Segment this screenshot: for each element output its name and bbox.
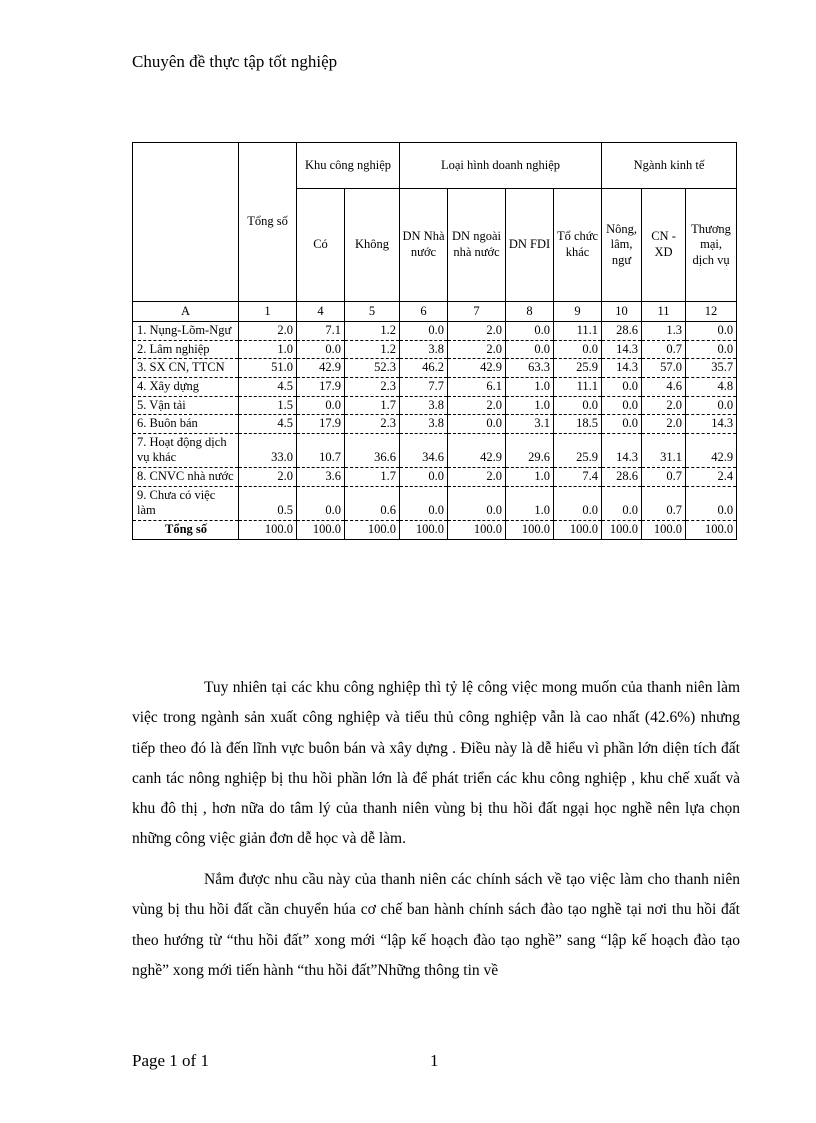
table-cell: 100.0 (686, 520, 737, 539)
table-row (133, 359, 737, 378)
table-cell: 1.0 (506, 377, 554, 396)
row-label: 3. SX CN, TTCN (133, 359, 239, 378)
table-cell: 0.0 (297, 396, 345, 415)
header-loai-hinh-doanh-nghiep: Loại hình doanh nghiệp (400, 143, 602, 189)
table-cell: 17.9 (297, 415, 345, 434)
table-cell: 2.3 (345, 377, 400, 396)
table-cell: 100.0 (602, 520, 642, 539)
table-cell: 42.9 (297, 359, 345, 378)
column-number: 7 (448, 302, 506, 322)
table-cell: 0.0 (297, 340, 345, 359)
table-cell: 1.3 (642, 322, 686, 341)
table-cell: 0.7 (642, 486, 686, 520)
table-cell: 0.0 (554, 340, 602, 359)
row-label: 9. Chưa có việc làm (133, 486, 239, 520)
table-row (133, 396, 737, 415)
table-row (133, 415, 737, 434)
header-khu-cong-nghiep: Khu công nghiệp (297, 143, 400, 189)
table-cell: 1.2 (345, 322, 400, 341)
table-cell: 2.3 (345, 415, 400, 434)
row-label: Tổng số (133, 520, 239, 539)
table-cell: 0.0 (506, 340, 554, 359)
column-number: 11 (642, 302, 686, 322)
table-cell: 36.6 (345, 433, 400, 467)
row-label: 7. Hoạt động dịch vụ khác (133, 433, 239, 467)
table-cell: 0.0 (686, 340, 737, 359)
table-cell: 1.2 (345, 340, 400, 359)
table-cell: 0.0 (602, 377, 642, 396)
column-number-row (133, 302, 737, 322)
table-cell: 4.5 (239, 415, 297, 434)
column-number: 8 (506, 302, 554, 322)
table-cell: 1.7 (345, 396, 400, 415)
row-label: 6. Buôn bán (133, 415, 239, 434)
table-cell: 100.0 (400, 520, 448, 539)
table-cell: 11.1 (554, 322, 602, 341)
table-cell: 46.2 (400, 359, 448, 378)
document-header: Chuyên đề thực tập tốt nghiệp (132, 52, 338, 71)
column-number: 1 (239, 302, 297, 322)
subheader: Nông, lâm, ngư (602, 189, 642, 302)
subheader: DN FDI (506, 189, 554, 302)
table-cell: 0.0 (448, 486, 506, 520)
subheader: Có (297, 189, 345, 302)
table-cell: 0.0 (400, 322, 448, 341)
table-cell: 1.7 (345, 468, 400, 487)
table-cell: 7.7 (400, 377, 448, 396)
table-cell: 2.0 (642, 415, 686, 434)
table-cell: 0.5 (239, 486, 297, 520)
subheader: DN Nhà nước (400, 189, 448, 302)
table-cell: 2.0 (239, 468, 297, 487)
table-cell: 0.0 (602, 396, 642, 415)
paragraph-1 (132, 673, 740, 855)
table-cell: 100.0 (554, 520, 602, 539)
table-row (133, 433, 737, 467)
table-cell: 0.0 (506, 322, 554, 341)
column-number: 10 (602, 302, 642, 322)
table-cell: 3.8 (400, 396, 448, 415)
table-cell: 63.3 (506, 359, 554, 378)
row-label: 2. Lâm nghiệp (133, 340, 239, 359)
column-number: 4 (297, 302, 345, 322)
table-cell: 17.9 (297, 377, 345, 396)
table-cell: 33.0 (239, 433, 297, 467)
table-cell: 2.4 (686, 468, 737, 487)
table-cell: 0.0 (400, 468, 448, 487)
subheader: CN - XD (642, 189, 686, 302)
table-cell: 0.0 (554, 396, 602, 415)
table-row (133, 322, 737, 341)
table-row (133, 377, 737, 396)
table-cell: 35.7 (686, 359, 737, 378)
table-row (133, 468, 737, 487)
table-cell: 7.4 (554, 468, 602, 487)
table-cell: 14.3 (602, 340, 642, 359)
table-cell: 42.9 (448, 359, 506, 378)
table-cell: 7.1 (297, 322, 345, 341)
table-cell: 2.0 (448, 322, 506, 341)
table-cell: 3.8 (400, 415, 448, 434)
table-cell: 3.8 (400, 340, 448, 359)
table-cell: 2.0 (239, 322, 297, 341)
row-label: 4. Xây dựng (133, 377, 239, 396)
table-row (133, 486, 737, 520)
table-cell: 14.3 (686, 415, 737, 434)
table-cell: 1.0 (506, 468, 554, 487)
table-cell: 18.5 (554, 415, 602, 434)
footer-page-number: 1 (430, 1051, 439, 1070)
table-cell: 10.7 (297, 433, 345, 467)
subheader: DN ngoài nhà nước (448, 189, 506, 302)
table-cell: 0.6 (345, 486, 400, 520)
table-cell: 4.8 (686, 377, 737, 396)
table-cell: 11.1 (554, 377, 602, 396)
table-cell: 52.3 (345, 359, 400, 378)
table-cell: 1.0 (506, 396, 554, 415)
table-cell: 29.6 (506, 433, 554, 467)
table-cell: 2.0 (642, 396, 686, 415)
table-cell: 14.3 (602, 359, 642, 378)
column-number: 9 (554, 302, 602, 322)
table-cell: 42.9 (448, 433, 506, 467)
table-cell: 100.0 (642, 520, 686, 539)
column-number: 6 (400, 302, 448, 322)
subheader: Không (345, 189, 400, 302)
paragraph-text: Nắm được nhu cầu này của thanh niên các chính sách về tạo việc làm cho thanh niên vùng bị thu hồi đất cần chuyển húa cơ chế ban hành chính sách đào tạo nghề tại nơi thu hồi đất theo hướng từ “thu hồi đất” xong mới “lập kế hoạch đào tạo nghề” sang “lập kế hoạch đào tạo nghề” xong mới tiến hành “thu hồi đất”Những thông tin về (132, 871, 740, 979)
table-cell: 2.0 (448, 396, 506, 415)
column-number: A (133, 302, 239, 322)
header-tong-so: Tổng số (239, 143, 297, 302)
table-cell: 4.6 (642, 377, 686, 396)
employment-table (132, 142, 737, 540)
table-row (133, 340, 737, 359)
table-cell: 25.9 (554, 433, 602, 467)
row-label: 1. Nụng-Lõm-Ngư (133, 322, 239, 341)
table-cell: 0.0 (400, 486, 448, 520)
paragraph-text: Tuy nhiên tại các khu công nghiệp thì tỷ lệ công việc mong muốn của thanh niên làm việc trong ngành sản xuất công nghiệp và tiểu thủ công nghiệp vẫn là cao nhất (42.6%) nhưng tiếp theo đó là đến lĩnh vực buôn bán và xây dựng . Điều này là dễ hiểu vì phần lớn diện tích đất canh tác nông nghiệp bị thu hồi phần lớn là để phát triển các khu công nghiệp , khu chế xuất và khu đô thị , hơn nữa do tâm lý của thanh niên vùng bị thu hồi đất ngại học nghề nên lựa chọn những công việc giản đơn dễ học và dễ làm. (132, 679, 740, 848)
table-cell: 2.0 (448, 340, 506, 359)
row-label: 8. CNVC nhà nước (133, 468, 239, 487)
table-cell: 3.1 (506, 415, 554, 434)
table-cell: 1.0 (506, 486, 554, 520)
header-nganh-kinh-te: Ngành kinh tế (602, 143, 737, 189)
subheader: Tổ chức khác (554, 189, 602, 302)
table-cell: 0.0 (602, 486, 642, 520)
table-cell: 100.0 (506, 520, 554, 539)
table-cell: 100.0 (297, 520, 345, 539)
table-cell: 6.1 (448, 377, 506, 396)
table-cell: 0.0 (686, 486, 737, 520)
table-corner (133, 143, 239, 302)
total-row (133, 520, 737, 539)
column-number: 12 (686, 302, 737, 322)
table-cell: 14.3 (602, 433, 642, 467)
table-cell: 4.5 (239, 377, 297, 396)
table-cell: 100.0 (345, 520, 400, 539)
column-number: 5 (345, 302, 400, 322)
table-cell: 0.0 (686, 322, 737, 341)
table-cell: 0.0 (554, 486, 602, 520)
table-cell: 28.6 (602, 322, 642, 341)
table-cell: 0.0 (602, 415, 642, 434)
table-cell: 25.9 (554, 359, 602, 378)
table-cell: 0.0 (686, 396, 737, 415)
table-cell: 51.0 (239, 359, 297, 378)
row-label: 5. Vận tải (133, 396, 239, 415)
table-cell: 3.6 (297, 468, 345, 487)
paragraph-2 (132, 865, 740, 986)
table-cell: 0.7 (642, 468, 686, 487)
subheader: Thương mại, dịch vụ (686, 189, 737, 302)
table-cell: 57.0 (642, 359, 686, 378)
table-cell: 0.7 (642, 340, 686, 359)
table-cell: 0.0 (448, 415, 506, 434)
table-cell: 34.6 (400, 433, 448, 467)
table-cell: 100.0 (448, 520, 506, 539)
table-cell: 0.0 (297, 486, 345, 520)
footer-page-label: Page 1 of 1 (132, 1051, 209, 1070)
table-cell: 42.9 (686, 433, 737, 467)
table-cell: 100.0 (239, 520, 297, 539)
table-cell: 1.5 (239, 396, 297, 415)
table-cell: 28.6 (602, 468, 642, 487)
table-cell: 31.1 (642, 433, 686, 467)
table-cell: 1.0 (239, 340, 297, 359)
table-cell: 2.0 (448, 468, 506, 487)
